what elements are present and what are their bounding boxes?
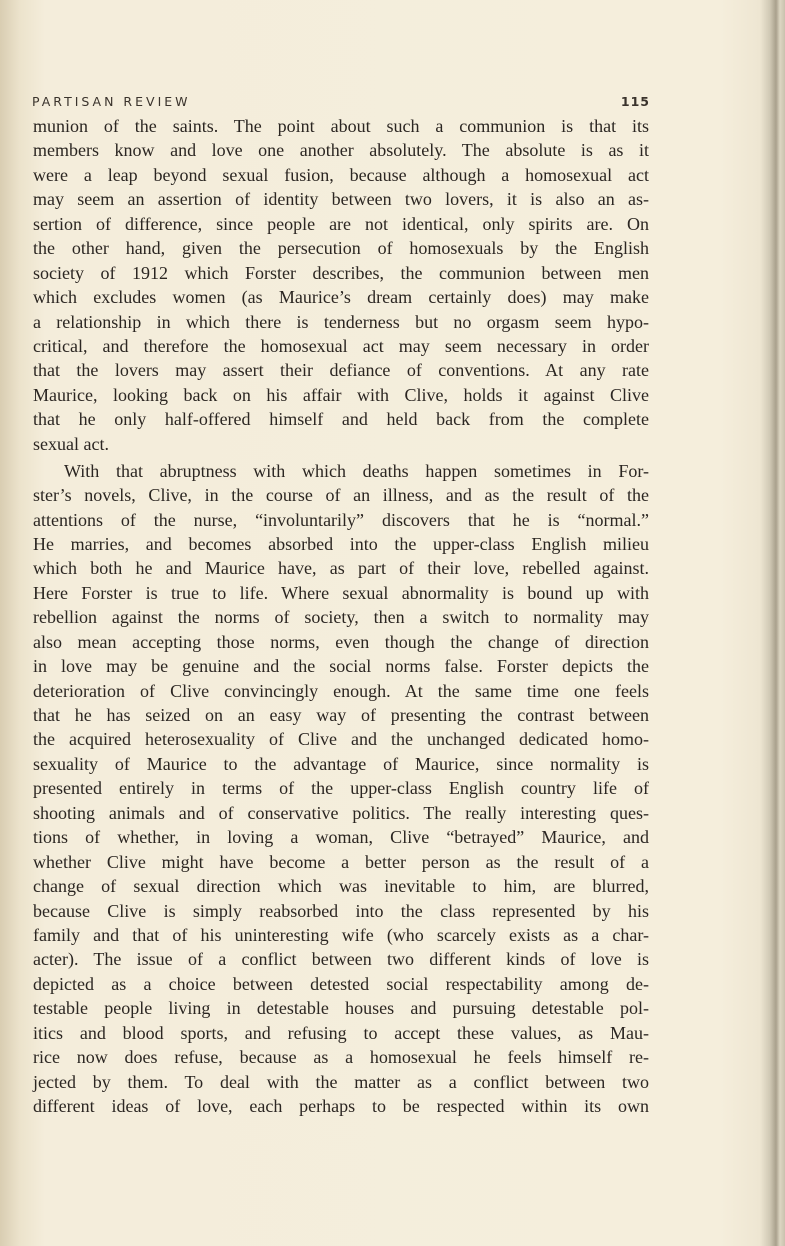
text-line: tions of whether, in loving a woman, Clive “betrayed” Maurice, and xyxy=(33,827,649,848)
text-line: different ideas of love, each perhaps to be respected within its own xyxy=(33,1096,649,1116)
text-line: were a leap beyond sexual fusion, because although a homosexual act xyxy=(33,164,649,185)
text-line: the acquired heterosexuality of Clive and the unchanged dedicated homo- xyxy=(33,729,649,750)
text-line: also mean accepting those norms, even though the change of direction xyxy=(33,631,649,652)
text-line: He marries, and becomes absorbed into the upper-class English milieu xyxy=(33,533,649,554)
text-line: presented entirely in terms of the upper-class English country life of xyxy=(33,778,649,799)
page-number: 115 xyxy=(620,94,650,109)
text-line: members know and love one another absolutely. The absolute is as it xyxy=(33,140,649,161)
text-line: itics and blood sports, and refusing to accept these values, as Mau- xyxy=(33,1022,649,1043)
text-line: family and that of his uninteresting wife (who scarcely exists as a char- xyxy=(33,924,649,945)
text-line: in love may be genuine and the social norms false. Forster depicts the xyxy=(33,656,649,677)
body-text xyxy=(33,114,649,1118)
text-line: which excludes women (as Maurice’s dream certainly does) may make xyxy=(33,287,649,308)
text-line: that he has seized on an easy way of presenting the contrast between xyxy=(33,705,649,725)
text-line: deterioration of Clive convincingly enough. At the same time one feels xyxy=(33,680,649,701)
text-line: munion of the saints. The point about such a communion is that its xyxy=(33,116,649,136)
text-line: With that abruptness with which deaths happen sometimes in For- xyxy=(64,460,649,481)
text-line: shooting animals and of conservative politics. The really interesting ques- xyxy=(33,802,649,823)
text-line: society of 1912 which Forster describes, the communion between men xyxy=(33,262,649,283)
text-line: attentions of the nurse, “involuntarily” discovers that he is “normal.” xyxy=(33,509,649,530)
text-line: testable people living in detestable houses and pursuing detestable pol- xyxy=(33,998,649,1019)
running-header xyxy=(32,94,650,114)
text-line: change of sexual direction which was inevitable to him, are blurred, xyxy=(33,876,649,897)
text-line: which both he and Maurice have, as part of their love, rebelled against. xyxy=(33,558,649,579)
text-line: that he only half-offered himself and held back from the complete xyxy=(33,409,649,430)
journal-title: PARTISAN REVIEW xyxy=(32,94,191,109)
text-line: depicted as a choice between detested social respectability among de- xyxy=(33,973,649,994)
text-line: sertion of difference, since people are not identical, only spirits are. On xyxy=(33,213,649,234)
text-line: whether Clive might have become a better person as the result of a xyxy=(33,851,649,872)
text-line: critical, and therefore the homosexual act may seem necessary in order xyxy=(33,335,649,356)
text-line: rebellion against the norms of society, then a switch to normality may xyxy=(33,607,649,628)
text-line: the other hand, given the persecution of homosexuals by the English xyxy=(33,238,649,259)
text-line: because Clive is simply reabsorbed into the class represented by his xyxy=(33,900,649,921)
paragraph-1 xyxy=(33,114,649,456)
text-line: ster’s novels, Clive, in the course of an illness, and as the result of the xyxy=(33,485,649,506)
text-line: Here Forster is true to life. Where sexual abnormality is bound up with xyxy=(33,582,649,603)
text-line: may seem an assertion of identity between two lovers, it is also an as- xyxy=(33,189,649,210)
text-line: Maurice, looking back on his affair with Clive, holds it against Clive xyxy=(33,384,649,405)
text-line: acter). The issue of a conflict between two different kinds of love is xyxy=(33,949,649,970)
text-line: jected by them. To deal with the matter as a conflict between two xyxy=(33,1071,649,1092)
text-line: sexuality of Maurice to the advantage of Maurice, since normality is xyxy=(33,753,649,774)
text-line: a relationship in which there is tenderness but no orgasm seem hypo- xyxy=(33,311,649,332)
text-line: sexual act. xyxy=(33,433,109,454)
text-line: rice now does refuse, because as a homosexual he feels himself re- xyxy=(33,1047,649,1068)
paragraph-2 xyxy=(33,459,649,1119)
text-line: that the lovers may assert their defiance of conventions. At any rate xyxy=(33,360,649,381)
